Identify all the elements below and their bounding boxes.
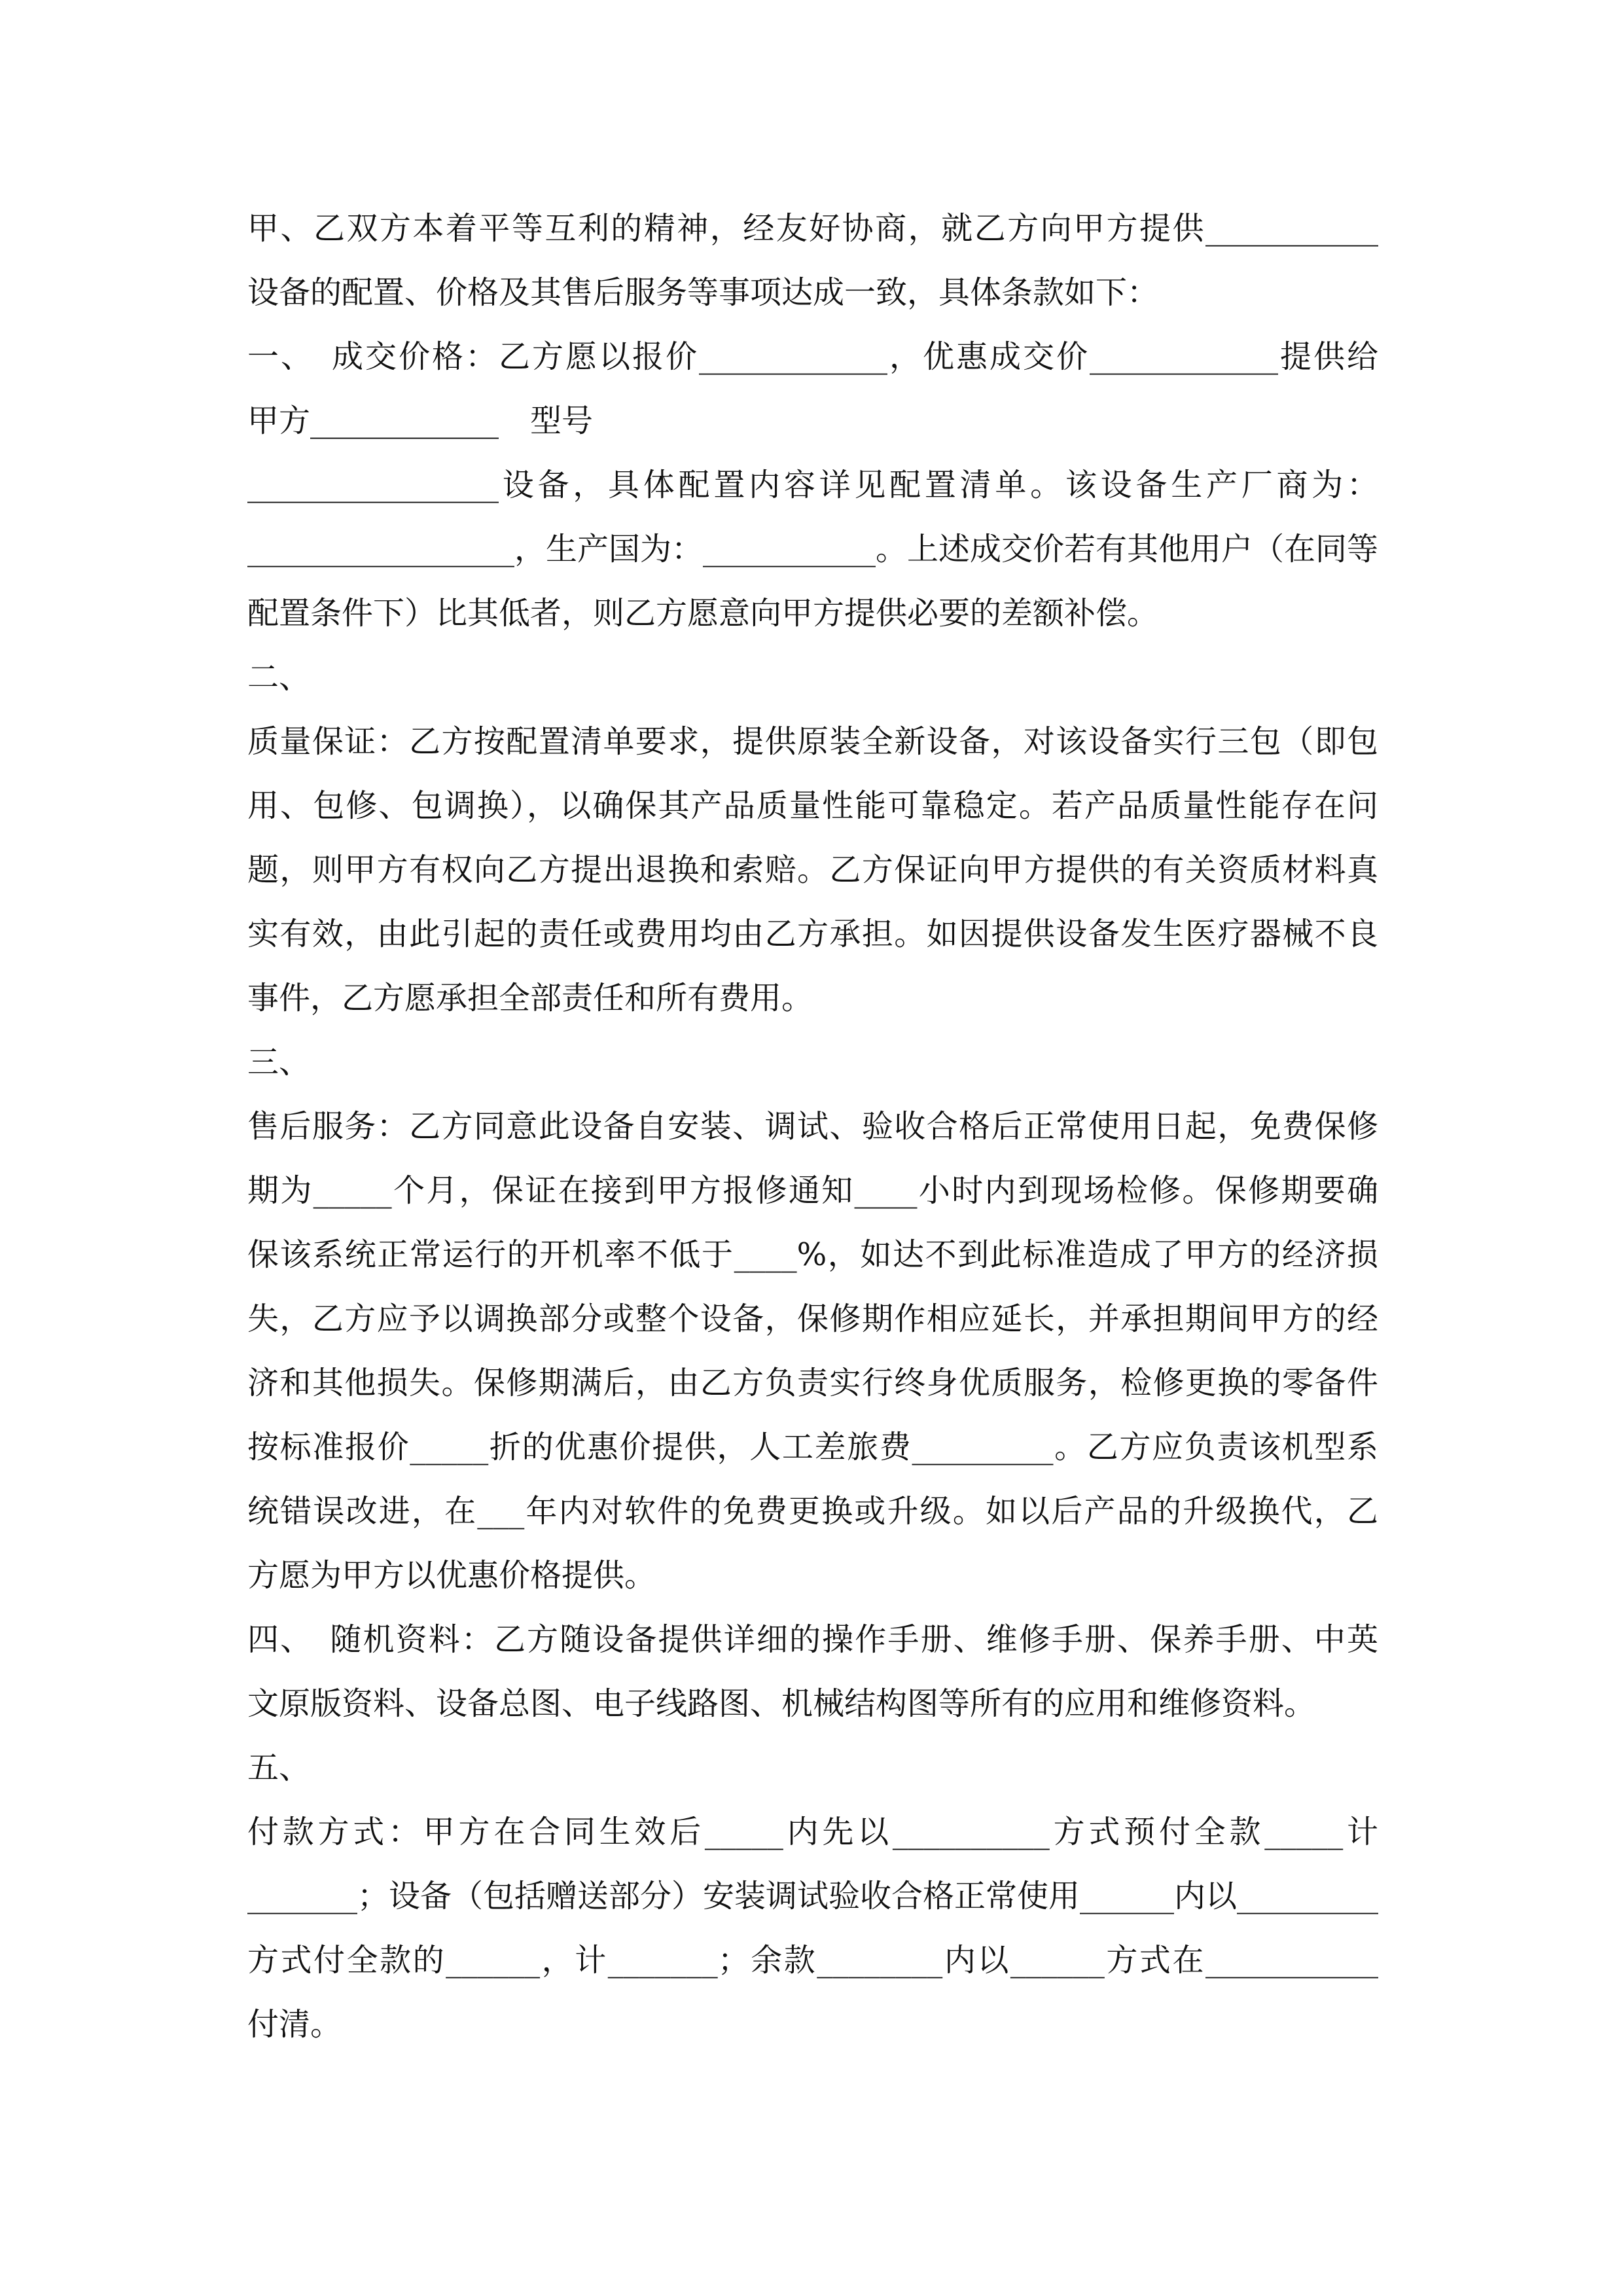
text-line: 方愿为甲方以优惠价格提供。 — [247, 1557, 656, 1594]
text-line: 甲、乙双方本着平等互利的精神，经友好协商，就乙方向甲方提供___________ — [247, 210, 1378, 247]
text-line: 事件，乙方愿承担全部责任和所有费用。 — [247, 980, 813, 1016]
text-line: 用、包修、包调换），以确保其产品质量性能可靠稳定。若产品质量性能存在问 — [247, 787, 1378, 824]
text-line: 统错误改进，在___年内对软件的免费更换或升级。如以后产品的升级换代，乙 — [247, 1493, 1378, 1530]
text-line: 甲方____________ 型号 — [247, 403, 594, 439]
text-line: 保该系统正常运行的开机率不低于____%，如达不到此标准造成了甲方的经济损 — [247, 1236, 1378, 1273]
section-heading: 五、 — [247, 1749, 311, 1786]
text-line: 期为_____个月，保证在接到甲方报修通知____小时内到现场检修。保修期要确 — [247, 1172, 1378, 1209]
text-line: 济和其他损失。保修期满后，由乙方负责实行终身优质服务，检修更换的零备件 — [247, 1365, 1378, 1401]
text-line: 四、 随机资料：乙方随设备提供详细的操作手册、维修手册、保养手册、中英 — [247, 1621, 1378, 1658]
text-line: 付款方式：甲方在合同生效后_____内先以__________方式预付全款_____计 — [247, 1814, 1378, 1850]
text-line: 售后服务：乙方同意此设备自安装、调试、验收合格后正常使用日起，免费保修 — [247, 1108, 1378, 1145]
section-heading: 三、 — [247, 1044, 311, 1081]
text-line: ________________设备，具体配置内容详见配置清单。该设备生产厂商为： — [247, 467, 1378, 503]
contract-page — [247, 196, 1378, 2056]
text-line: _______；设备（包括赠送部分）安装调试验收合格正常使用______内以_________ — [247, 1878, 1378, 1914]
text-line: 失，乙方应予以调换部分或整个设备，保修期作相应延长，并承担期间甲方的经 — [247, 1300, 1378, 1337]
text-line: 文原版资料、设备总图、电子线路图、机械结构图等所有的应用和维修资料。 — [247, 1685, 1316, 1722]
text-line: 实有效，由此引起的责任或费用均由乙方承担。如因提供设备发生医疗器械不良 — [247, 916, 1378, 952]
section-heading: 二、 — [247, 659, 311, 696]
text-line: 设备的配置、价格及其售后服务等事项达成一致，具体条款如下： — [247, 274, 1159, 311]
text-line: 方式付全款的______，计_______；余款________内以______方式在___________ — [247, 1942, 1378, 1979]
text-line: 题，则甲方有权向乙方提出退换和索赔。乙方保证向甲方提供的有关资质材料真 — [247, 852, 1378, 888]
text-line: 付清。 — [247, 2006, 342, 2043]
text-line: 一、 成交价格：乙方愿以报价____________，优惠成交价____________提供给 — [247, 338, 1378, 375]
text-line: _________________，生产国为：___________。上述成交价若有其他用户（在同等 — [247, 531, 1378, 567]
text-line: 按标准报价_____折的优惠价提供，人工差旅费_________。乙方应负责该机型系 — [247, 1429, 1378, 1465]
text-line: 质量保证：乙方按配置清单要求，提供原装全新设备，对该设备实行三包（即包 — [247, 723, 1378, 760]
text-line: 配置条件下）比其低者，则乙方愿意向甲方提供必要的差额补偿。 — [247, 595, 1159, 632]
